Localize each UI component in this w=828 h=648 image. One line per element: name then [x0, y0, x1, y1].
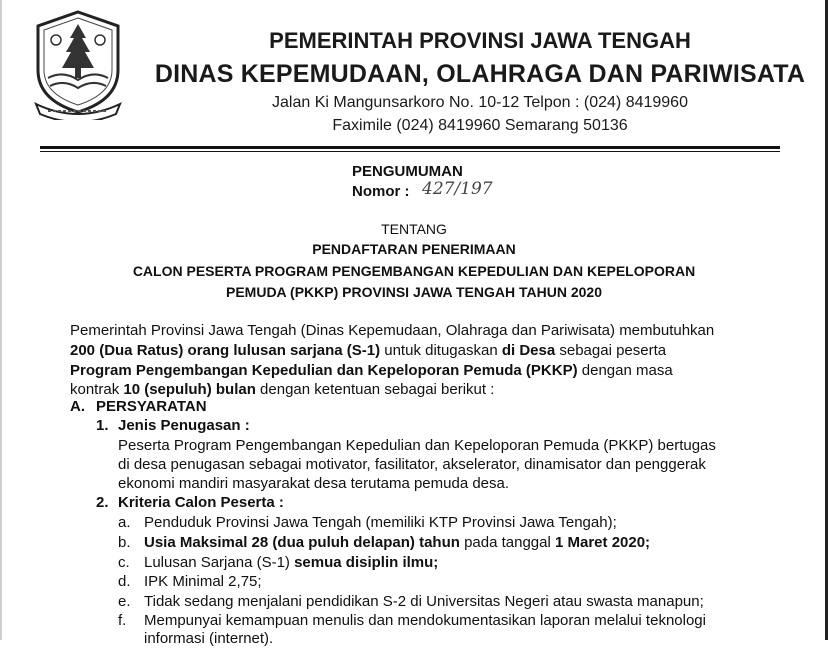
- criteria-d-letter: d.: [118, 573, 131, 590]
- letterhead-rule-thick: [40, 146, 780, 149]
- section-a-title: PERSYARATAN: [96, 398, 207, 415]
- subject-title-line-2: CALON PESERTA PROGRAM PENGEMBANGAN KEPEDULIAN DAN KEPELOPORAN: [132, 263, 696, 279]
- letterhead-rule-thin: [40, 151, 780, 152]
- criteria-b-letter: b.: [118, 534, 131, 551]
- intro-line-2: 200 (Dua Ratus) orang lulusan sarjana (S-1) untuk ditugaskan di Desa sebagai peserta: [70, 342, 667, 359]
- section-a-letter: A.: [70, 398, 85, 415]
- subject-tentang: TENTANG: [381, 221, 447, 237]
- scan-left-edge: [0, 0, 2, 640]
- letterhead-address: Jalan Ki Mangunsarkoro No. 10-12 Telpon : (024) 8419960: [272, 94, 688, 111]
- criteria-c-letter: c.: [118, 554, 130, 571]
- subject-title-line-3: PEMUDA (PKKP) PROVINSI JAWA TENGAH TAHUN 2020: [226, 284, 602, 300]
- announcement-number-label: Nomor :: [352, 183, 410, 200]
- criteria-e-text: Tidak sedang menjalani pendidikan S-2 di Universitas Negeri atau swasta manapun;: [144, 593, 704, 610]
- criteria-a-text: Penduduk Provinsi Jawa Tengah (memiliki KTP Provinsi Jawa Tengah);: [144, 514, 617, 531]
- item-1-number: 1.: [96, 417, 109, 434]
- letterhead-fax: Faximile (024) 8419960 Semarang 50136: [332, 117, 628, 134]
- intro-line-1: Pemerintah Provinsi Jawa Tengah (Dinas Kepemudaan, Olahraga dan Pariwisata) membutuhkan: [70, 322, 715, 339]
- jawa-tengah-emblem-icon: [28, 8, 128, 120]
- item-2-title: Kriteria Calon Peserta :: [118, 494, 284, 511]
- intro-line-4: kontrak 10 (sepuluh) bulan dengan ketentuan sebagai berikut :: [70, 381, 495, 398]
- criteria-a-letter: a.: [118, 514, 131, 531]
- item-1-title: Jenis Penugasan :: [118, 417, 250, 434]
- letterhead-agency: DINAS KEPEMUDAAN, OLAHRAGA DAN PARIWISATA: [154, 60, 806, 88]
- item-1-line-3: ekonomi mandiri masyarakat desa terutama pemuda desa.: [118, 475, 510, 492]
- subject-title-line-1: PENDAFTARAN PENERIMAAN: [312, 241, 516, 257]
- item-1-line-2: di desa penugasan sebagai motivator, fasilitator, akselerator, dinamisator dan penggerak: [118, 456, 706, 473]
- criteria-b-text: Usia Maksimal 28 (dua puluh delapan) tahun pada tanggal 1 Maret 2020;: [144, 534, 651, 551]
- criteria-f-line-1: Mempunyai kemampuan menulis dan mendokumentasikan laporan melalui teknologi: [144, 612, 706, 629]
- intro-line-3: Program Pengembangan Kepedulian dan Kepeloporan Pemuda (PKKP) dengan masa: [70, 362, 673, 379]
- criteria-f-line-2: informasi (internet).: [144, 630, 274, 647]
- announcement-heading: PENGUMUMAN: [352, 163, 463, 180]
- criteria-f-letter: f.: [118, 612, 127, 629]
- criteria-c-text: Lulusan Sarjana (S-1) semua disiplin ilmu;: [144, 554, 439, 571]
- criteria-d-text: IPK Minimal 2,75;: [144, 573, 262, 590]
- letterhead-government: PEMERINTAH PROVINSI JAWA TENGAH: [269, 28, 691, 53]
- announcement-number-handwritten: 427/197: [422, 179, 493, 199]
- criteria-e-letter: e.: [118, 593, 131, 610]
- item-1-line-1: Peserta Program Pengembangan Kepedulian dan Kepeloporan Pemuda (PKKP) bertugas: [118, 437, 716, 454]
- item-2-number: 2.: [96, 494, 109, 511]
